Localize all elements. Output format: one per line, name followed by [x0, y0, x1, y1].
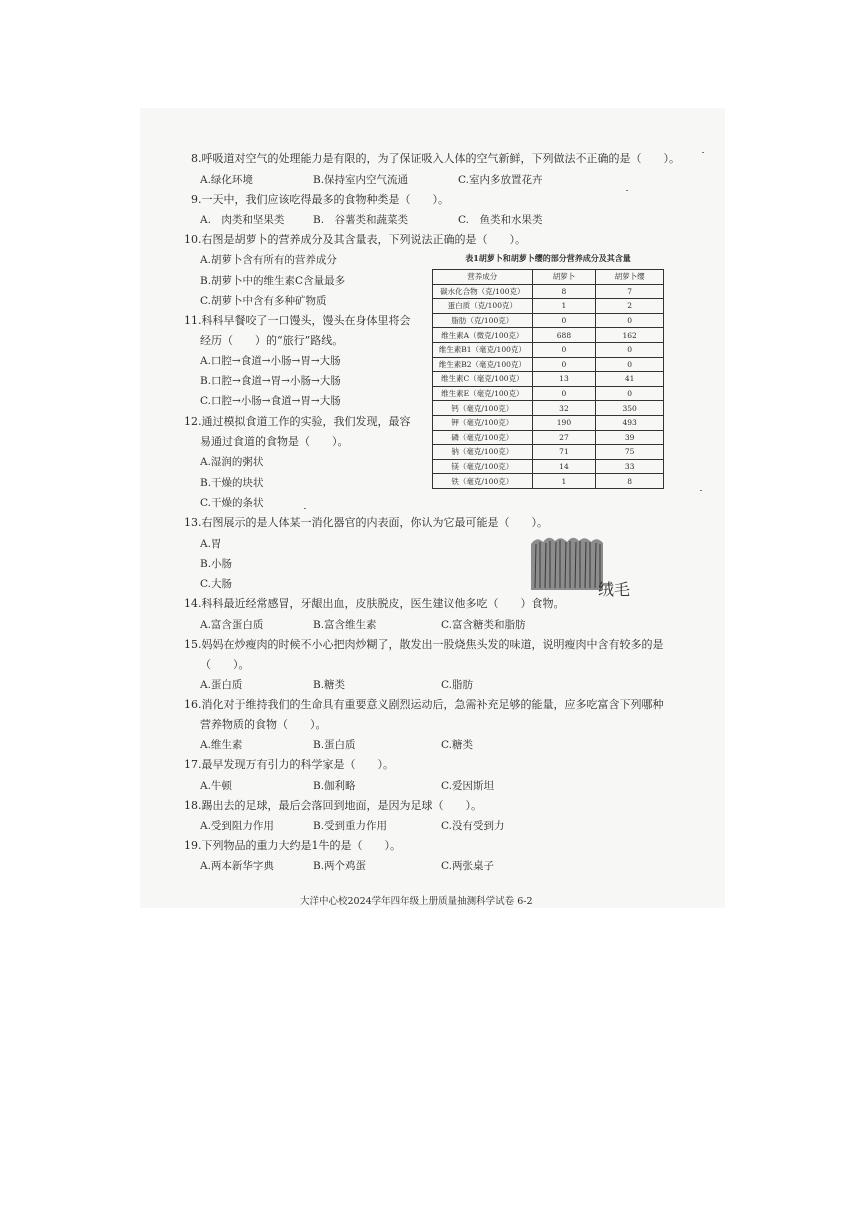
q9-option-c: C. 鱼类和水果类 — [458, 214, 543, 226]
scan-speck — [702, 152, 704, 153]
table-row — [433, 386, 664, 401]
table-cell: 8 — [596, 474, 664, 489]
q12-option-b: B.干燥的块状 — [200, 477, 264, 489]
table-cell: 0 — [532, 386, 596, 401]
table-cell: 0 — [596, 386, 664, 401]
q13-option-c: C.大肠 — [200, 578, 232, 590]
table-cell: 8 — [532, 284, 596, 299]
table-row — [433, 328, 664, 343]
q17-option-b: B.伽利略 — [313, 780, 356, 792]
table-cell: 162 — [596, 328, 664, 343]
q10-option-b: B.胡萝卜中的维生素C含量最多 — [200, 275, 346, 287]
table-cell: 钾（毫克/100克） — [433, 415, 533, 430]
table-cell: 14 — [532, 459, 596, 474]
table-cell: 维生素B2（毫克/100克） — [433, 357, 533, 372]
q8-option-b: B.保持室内空气流通 — [313, 174, 409, 186]
q13-stem: 13.右图展示的是人体某一消化器官的内表面，你认为它最可能是（ ）。 — [184, 516, 548, 529]
q18-option-a: A.受到阻力作用 — [200, 820, 274, 832]
table-cell: 41 — [596, 372, 664, 387]
table-cell: 32 — [532, 401, 596, 416]
q9-option-a: A. 肉类和坚果类 — [200, 214, 285, 226]
q18-option-c: C.没有受到力 — [441, 820, 505, 832]
q9-stem: 9.一天中，我们应该吃得最多的食物种类是（ ）。 — [191, 193, 449, 206]
q12-stem-line2: 易通过食道的食物是（ ）。 — [200, 435, 349, 448]
q19-option-c: C.两张桌子 — [441, 860, 494, 872]
table-cell: 镁（毫克/100克） — [433, 459, 533, 474]
table-row — [433, 342, 664, 357]
table-cell: 75 — [596, 445, 664, 460]
scan-speck — [626, 190, 628, 191]
q15-option-a: A.蛋白质 — [200, 679, 243, 691]
q15-option-b: B.糖类 — [313, 679, 346, 691]
q16-stem-line1: 16.消化对于维持我们的生命具有重要意义剧烈运动后，急需补充足够的能量，应多吃富含下列哪种 — [184, 698, 664, 711]
q16-option-c: C.糖类 — [441, 739, 473, 751]
table-header: 营养成分 — [433, 270, 533, 285]
table-header: 胡萝卜缨 — [596, 270, 664, 285]
table-cell: 2 — [596, 299, 664, 314]
q11-option-a: A.口腔→食道→小肠→胃→大肠 — [200, 355, 341, 367]
nutrition-table — [432, 269, 664, 489]
table-row — [433, 415, 664, 430]
table-cell: 0 — [532, 313, 596, 328]
q15-stem-line1: 15.妈妈在炒瘦肉的时候不小心把肉炒糊了，散发出一股烧焦头发的味道，说明瘦肉中含有较多的是 — [184, 638, 664, 651]
q10-stem: 10.右图是胡萝卜的营养成分及其含量表，下列说法正确的是（ ）。 — [184, 233, 526, 246]
table-cell: 493 — [596, 415, 664, 430]
q15-option-c: C.脂肪 — [441, 679, 473, 691]
q8-stem: 8.呼吸道对空气的处理能力是有限的，为了保证吸入人体的空气新鲜，下列做法不正确的是（ ）。 — [191, 152, 680, 165]
table-cell: 27 — [532, 430, 596, 445]
q18-stem: 18.踢出去的足球，最后会落回到地面，是因为足球（ ）。 — [184, 799, 482, 812]
table-cell: 33 — [596, 459, 664, 474]
table-row — [433, 445, 664, 460]
table-cell: 350 — [596, 401, 664, 416]
table-cell: 71 — [532, 445, 596, 460]
q14-option-c: C.富含糖类和脂肪 — [441, 619, 526, 631]
q9-option-b: B. 谷薯类和蔬菜类 — [313, 214, 409, 226]
table-cell: 0 — [596, 313, 664, 328]
table-cell: 7 — [596, 284, 664, 299]
table-cell: 维生素C（毫克/100克） — [433, 372, 533, 387]
table-header-row — [433, 270, 664, 285]
q11-stem-line1: 11.科科早餐咬了一口馒头，馒头在身体里将会 — [184, 314, 411, 327]
table-cell: 钠（毫克/100克） — [433, 445, 533, 460]
q17-stem: 17.最早发现万有引力的科学家是（ ）。 — [184, 758, 394, 771]
scan-speck — [700, 490, 702, 491]
q14-option-a: A.富含蛋白质 — [200, 619, 264, 631]
scan-speck — [304, 508, 306, 509]
q19-stem: 19.下列物品的重力大约是1牛的是（ ）。 — [184, 839, 401, 852]
q16-option-b: B.蛋白质 — [313, 739, 356, 751]
q16-option-a: A.维生素 — [200, 739, 243, 751]
q17-option-a: A.牛顿 — [200, 780, 232, 792]
table-cell: 碳水化合物（克/100克） — [433, 284, 533, 299]
table-cell: 190 — [532, 415, 596, 430]
q10-option-c: C.胡萝卜中含有多种矿物质 — [200, 295, 327, 307]
table-cell: 13 — [532, 372, 596, 387]
table-cell: 钙（毫克/100克） — [433, 401, 533, 416]
q16-stem-line2: 营养物质的食物（ ）。 — [200, 718, 327, 731]
q14-option-b: B.富含维生素 — [313, 619, 377, 631]
q12-option-c: C.干燥的条状 — [200, 497, 264, 509]
q11-option-c: C.口腔→小肠→食道→胃→大肠 — [200, 395, 341, 407]
table-row — [433, 372, 664, 387]
table-cell: 1 — [532, 474, 596, 489]
q10-option-a: A.胡萝卜含有所有的营养成分 — [200, 254, 337, 266]
q19-option-b: B.两个鸡蛋 — [313, 860, 367, 872]
table-caption: 表1胡萝卜和胡萝卜缨的部分营养成分及其含量 — [465, 253, 631, 263]
table-cell: 39 — [596, 430, 664, 445]
table-row — [433, 401, 664, 416]
table-cell: 688 — [532, 328, 596, 343]
table-row — [433, 313, 664, 328]
q8-option-a: A.绿化环境 — [200, 174, 253, 186]
q19-option-a: A.两本新华字典 — [200, 860, 274, 872]
q18-option-b: B.受到重力作用 — [313, 820, 388, 832]
q13-option-b: B.小肠 — [200, 558, 233, 570]
table-row — [433, 474, 664, 489]
q15-stem-line2: （ ）。 — [200, 658, 250, 671]
table-cell: 0 — [596, 357, 664, 372]
villi-label: 绒毛 — [598, 580, 631, 599]
q13-option-a: A.胃 — [200, 538, 222, 550]
q17-option-c: C.爱因斯坦 — [441, 780, 494, 792]
table-row — [433, 299, 664, 314]
table-cell: 1 — [532, 299, 596, 314]
table-row — [433, 284, 664, 299]
q14-stem: 14.科科最近经常感冒，牙龈出血，皮肤脱皮，医生建议他多吃（ ）食物。 — [184, 597, 565, 610]
q12-stem-line1: 12.通过模拟食道工作的实验，我们发现，最容 — [184, 415, 411, 428]
table-cell: 0 — [532, 342, 596, 357]
q12-option-a: A.湿润的粥状 — [200, 456, 264, 468]
table-header: 胡萝卜 — [532, 270, 596, 285]
table-row — [433, 430, 664, 445]
q11-option-b: B.口腔→食道→胃→小肠→大肠 — [200, 375, 341, 387]
table-cell: 脂肪（克/100克） — [433, 313, 533, 328]
page-footer: 大洋中心校2024学年四年级上册质量抽测科学试卷 6-2 — [300, 896, 533, 907]
q11-stem-line2: 经历（ ）的“旅行”路线。 — [200, 334, 344, 347]
table-cell: 0 — [596, 342, 664, 357]
table-cell: 维生素B1（毫克/100克） — [433, 342, 533, 357]
table-cell: 磷（毫克/100克） — [433, 430, 533, 445]
table-row — [433, 357, 664, 372]
table-cell: 0 — [532, 357, 596, 372]
q8-option-c: C.室内多放置花卉 — [458, 174, 543, 186]
table-row — [433, 459, 664, 474]
table-cell: 蛋白质（克/100克） — [433, 299, 533, 314]
table-cell: 维生素A（微克/100克） — [433, 328, 533, 343]
table-cell: 维生素E（毫克/100克） — [433, 386, 533, 401]
table-cell: 铁（毫克/100克） — [433, 474, 533, 489]
